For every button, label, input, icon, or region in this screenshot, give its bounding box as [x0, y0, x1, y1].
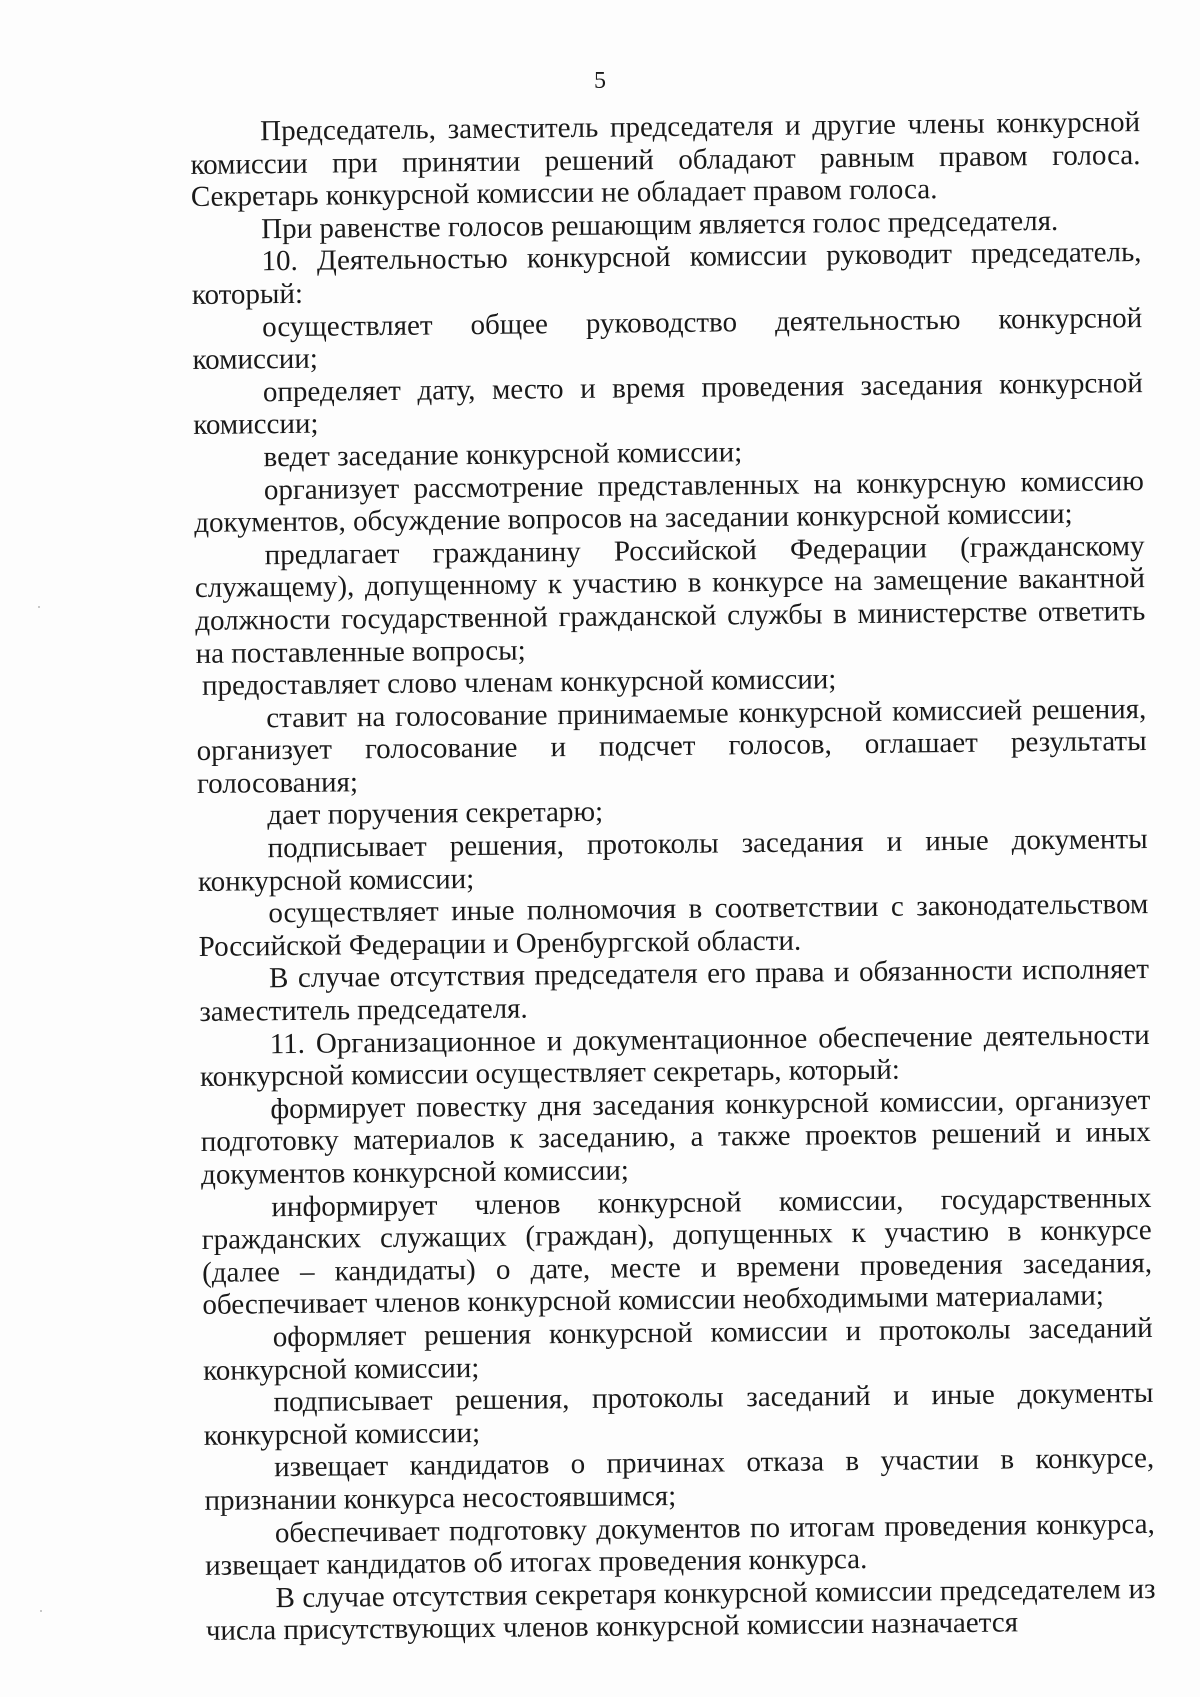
paragraph: предлагает гражданину Российской Федерации (гражданскому служащему), допущенному к участию в конкурсе на замещение вакантной должности государственной гражданской службы в министерстве ответить на поставленные вопросы; — [194, 529, 1146, 670]
page-number: 5 — [594, 68, 606, 94]
scan-speck — [40, 1610, 42, 1612]
paragraph: 10. Деятельностью конкурсной комиссии руководит председатель, который: — [191, 236, 1142, 311]
paragraph: 11. Организационное и документационное обеспечение деятельности конкурсной комиссии осуществляет секретарь, который: — [199, 1018, 1150, 1094]
paragraph: В случае отсутствия председателя его права и обязанности исполняет заместитель председателя. — [199, 953, 1150, 1028]
scan-speck — [38, 606, 40, 608]
paragraph: подписывает решения, протоколы заседания и иные документы конкурсной комиссии; — [197, 823, 1148, 898]
paragraph: Председатель, заместитель председателя и другие члены конкурсной комиссии при принятии решений обладают равным правом голоса. Секретарь конкурсной комиссии не обладает правом голоса. — [190, 106, 1141, 214]
paragraph: осуществляет иные полномочия в соответствии с законодательством Российской Федерации и Оренбургской области. — [198, 888, 1149, 963]
paragraph: извещает кандидатов о причинах отказа в участии в конкурсе, признании конкурса несостоявшимся; — [204, 1442, 1155, 1517]
paragraph: ставит на голосование принимаемые конкурсной комиссией решения, организует голосование и подсчет голосов, оглашает результаты голосования; — [196, 692, 1147, 800]
paragraph: предоставляет слово членам конкурсной комиссии; — [201, 663, 837, 702]
paragraph: подписывает решения, протоколы заседаний и иные документы конкурсной комиссии; — [203, 1377, 1154, 1452]
paragraph: определяет дату, место и время проведения заседания конкурсной комиссии; — [193, 366, 1144, 442]
paragraph: информирует членов конкурсной комиссии, государственных гражданских служащих (граждан), допущенных к участию в конкурсе (далее – кандидаты) о дате, месте и времени проведения заседания, обеспечивает членов конкурсной комиссии необходимыми материалами; — [201, 1181, 1153, 1322]
paragraph: формирует повестку дня заседания конкурсной комиссии, организует подготовку материалов к заседанию, а также проектов решений и иных документов конкурсной комиссии; — [200, 1083, 1151, 1191]
paragraph: дает поручения секретарю; — [267, 796, 604, 832]
paragraph: В случае отсутствия секретаря конкурсной комиссии председателем из числа присутствующих членов конкурсной комиссии назначается — [205, 1572, 1156, 1648]
paragraph: обеспечивает подготовку документов по итогам проведения конкурса, извещает кандидатов об итогах проведения конкурса. — [205, 1507, 1155, 1583]
paragraph: организует рассмотрение представленных на конкурсную комиссию документов, обсуждение вопросов на заседании конкурсной комиссии; — [194, 464, 1145, 540]
paragraph: оформляет решения конкурсной комиссии и протоколы заседаний конкурсной комиссии; — [202, 1311, 1153, 1387]
paragraph: ведет заседание конкурсной комиссии; — [263, 436, 743, 474]
paragraph: осуществляет общее руководство деятельностью конкурсной комиссии; — [192, 301, 1143, 377]
document-body — [190, 106, 1156, 1648]
paragraph: При равенстве голосов решающим является голос председателя. — [261, 204, 1059, 246]
